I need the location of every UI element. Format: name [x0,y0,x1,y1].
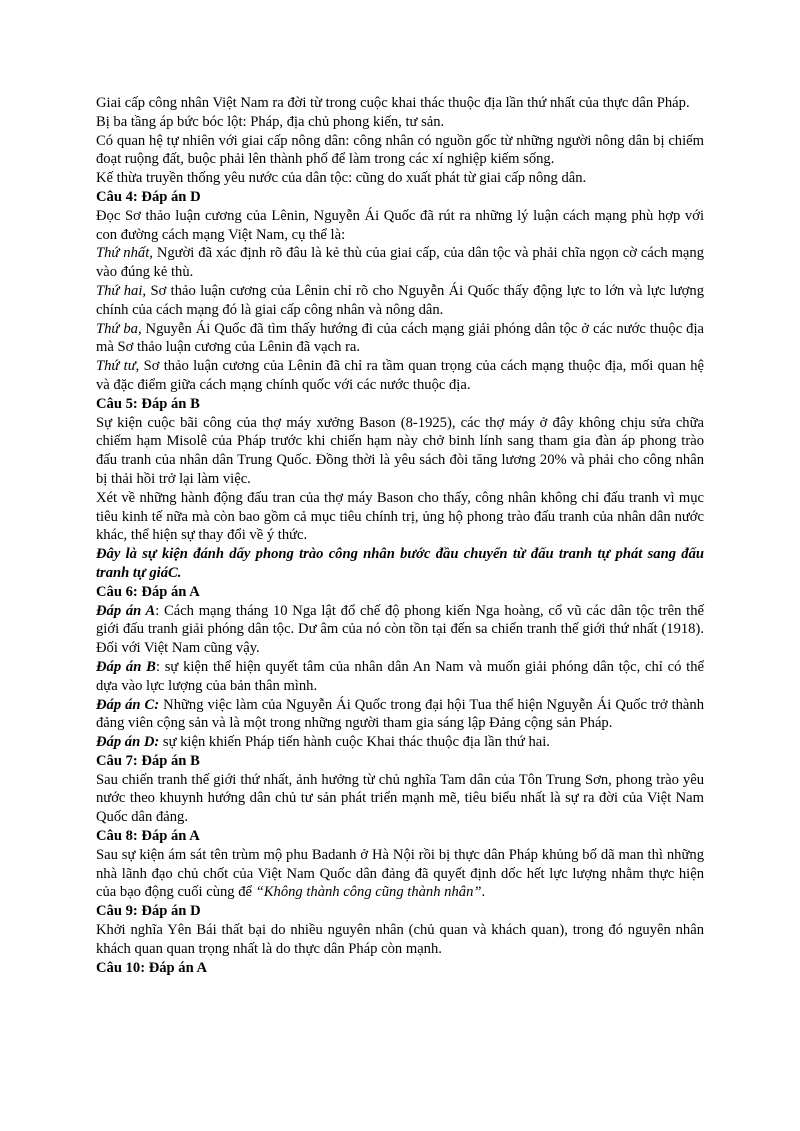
question-5-paragraph: Xét về những hành động đấu tran của thợ máy Bason cho thấy, công nhân không chỉ đấu tranh vì mục tiêu kinh tế nữa mà còn bao gồm cả mục tiêu chính trị, ủng hộ phong trào đấu tranh của nhân dân nước khác, thể hiện sự thay đổi về ý thức. [96,489,704,544]
question-4-intro: Đọc Sơ thảo luận cương của Lênin, Nguyễn Ái Quốc đã rút ra những lý luận cách mạng phù hợp với con đường cách mạng Việt Nam, cụ thể là: [96,207,704,243]
question-6-option [96,733,704,752]
point-text: , Sơ thảo luận cương của Lênin đã chỉ ra tầm quan trọng của cách mạng thuộc địa, mối quan hệ và đặc điểm giữa cách mạng chính quốc với các nước thuộc địa. [96,358,704,393]
question-4-point [96,244,704,282]
question-6-option [96,658,704,696]
question-5-heading: Câu 5: Đáp án B [96,395,200,412]
point-label: Thứ hai, [96,282,147,299]
point-label: Thứ tư [96,358,136,375]
question-4-point [96,282,704,320]
question-10-heading: Câu 10: Đáp án A [96,959,208,976]
question-4-point [96,320,704,358]
option-text: : sự kiện thể hiện quyết tâm của nhân dân An Nam và muốn giải phóng dân tộc, chỉ có thể dựa vào lực lượng của bản thân mình. [96,658,705,694]
question-9-heading: Câu 9: Đáp án D [96,903,201,920]
question-7-heading: Câu 7: Đáp án B [96,752,200,769]
point-text: , Người đã xác định rõ đâu là kẻ thù của giai cấp, của dân tộc và phải chĩa ngọn cờ cách mạng vào đúng kẻ thù. [96,245,704,281]
option-label: Đáp án D: [96,734,160,751]
question-7-paragraph: Sau chiến tranh thế giới thứ nhất, ảnh hưởng từ chủ nghĩa Tam dân của Tôn Trung Sơn, phong trào yêu nước theo khuynh hướng dân chủ tư sản phát triển mạnh mẽ, tiêu biểu nhất là sự ra đời của Việt Nam Quốc dân đảng. [96,771,704,826]
question-5-conclusion: Đây là sự kiện đánh dấy phong trào công nhân bước đầu chuyển từ đấu tranh tự phát sang đấu tranh tự giáC. [96,546,704,581]
paragraph-text-end: . [481,884,486,901]
option-label: Đáp án A [96,602,156,619]
point-label: Thứ nhất [96,245,150,262]
point-text: Sơ thảo luận cương của Lênin chỉ rõ cho Nguyễn Ái Quốc thấy động lực to lớn và lực lượng chính của cách mạng đó là giai cấp công nhân và nông dân. [96,282,704,318]
quote-text: “Không thành công cũng thành nhân” [255,884,482,901]
question-6-option [96,696,704,734]
paragraph: Giai cấp công nhân Việt Nam ra đời từ trong cuộc khai thác thuộc địa lần thứ nhất của thực dân Pháp. [96,95,690,111]
question-9-paragraph: Khởi nghĩa Yên Bái thất bại do nhiều nguyên nhân (chủ quan và khách quan), trong đó nguyên nhân khách quan quan trọng nhất là do thực dân Pháp còn mạnh. [96,922,704,957]
paragraph-text: Sau sự kiện ám sát tên trùm mộ phu Badanh ở Hà Nội rồi bị thực dân Pháp khủng bố dã man thì những nhà lãnh đạo chủ chốt của Việt Nam Quốc dân đảng đã quyết định dốc hết lực lượng nhằm thực hiện của bạo động cuối cùng để [96,846,704,901]
option-text: sự kiện khiến Pháp tiến hành cuộc Khai thác thuộc địa lần thứ hai. [159,734,550,751]
option-label: Đáp án B [96,658,156,675]
question-4-point [96,357,704,395]
paragraph: Kế thừa truyền thống yêu nước của dân tộc: cũng do xuất phát từ giai cấp nông dân. [96,170,587,187]
question-5-paragraph: Sự kiện cuộc bãi công của thợ máy xưởng Bason (8-1925), các thợ máy ở đây không chịu sửa chữa chiếm hạm Misolê của Pháp trước khi chiến hạm này chở binh lính sang tham gia đàn áp phong trào đấu tranh của nhân dân Trung Quốc. Đồng thời là yêu sách đòi tăng lương 20% và phải cho công nhân bị thải hồi trở lại làm việc. [96,414,704,487]
option-label: Đáp án C: [96,696,160,713]
option-text: : Cách mạng tháng 10 Nga lật đổ chế độ phong kiến Nga hoàng, cổ vũ các dân tộc trên thế giới đấu tranh giải phóng dân tộc. Dư âm của nó còn tồn tại đến sa chiến tranh thế giới thứ nhất (1918). Đối với Việt Nam cũng vậy. [96,602,704,657]
paragraph: Bị ba tầng áp bức bóc lột: Pháp, địa chủ phong kiến, tư sản. [96,113,445,130]
question-6-heading: Câu 6: Đáp án A [96,583,200,600]
option-text: Những việc làm của Nguyễn Ái Quốc trong đại hội Tua thể hiện Nguyễn Ái Quốc trở thành đảng viên cộng sản và là một trong những người tham gia sáng lập Đảng cộng sản Pháp. [96,696,704,732]
question-8-paragraph [96,846,704,902]
point-label: Thứ ba [96,320,138,337]
question-4-heading: Câu 4: Đáp án D [96,188,201,205]
point-text: , Nguyễn Ái Quốc đã tìm thấy hướng đi của cách mạng giải phóng dân tộc ở các nước thuộc địa mà Sơ thảo luận cương của Lênin đã vạch ra. [96,320,704,356]
question-6-option [96,602,704,658]
question-8-heading: Câu 8: Đáp án A [96,828,200,845]
paragraph: Có quan hệ tự nhiên với giai cấp nông dân: công nhân có nguồn gốc từ những người nông dân bị chiếm đoạt ruộng đất, buộc phải lên thành phố để làm trong các xí nghiệp kiếm sống. [96,132,704,168]
